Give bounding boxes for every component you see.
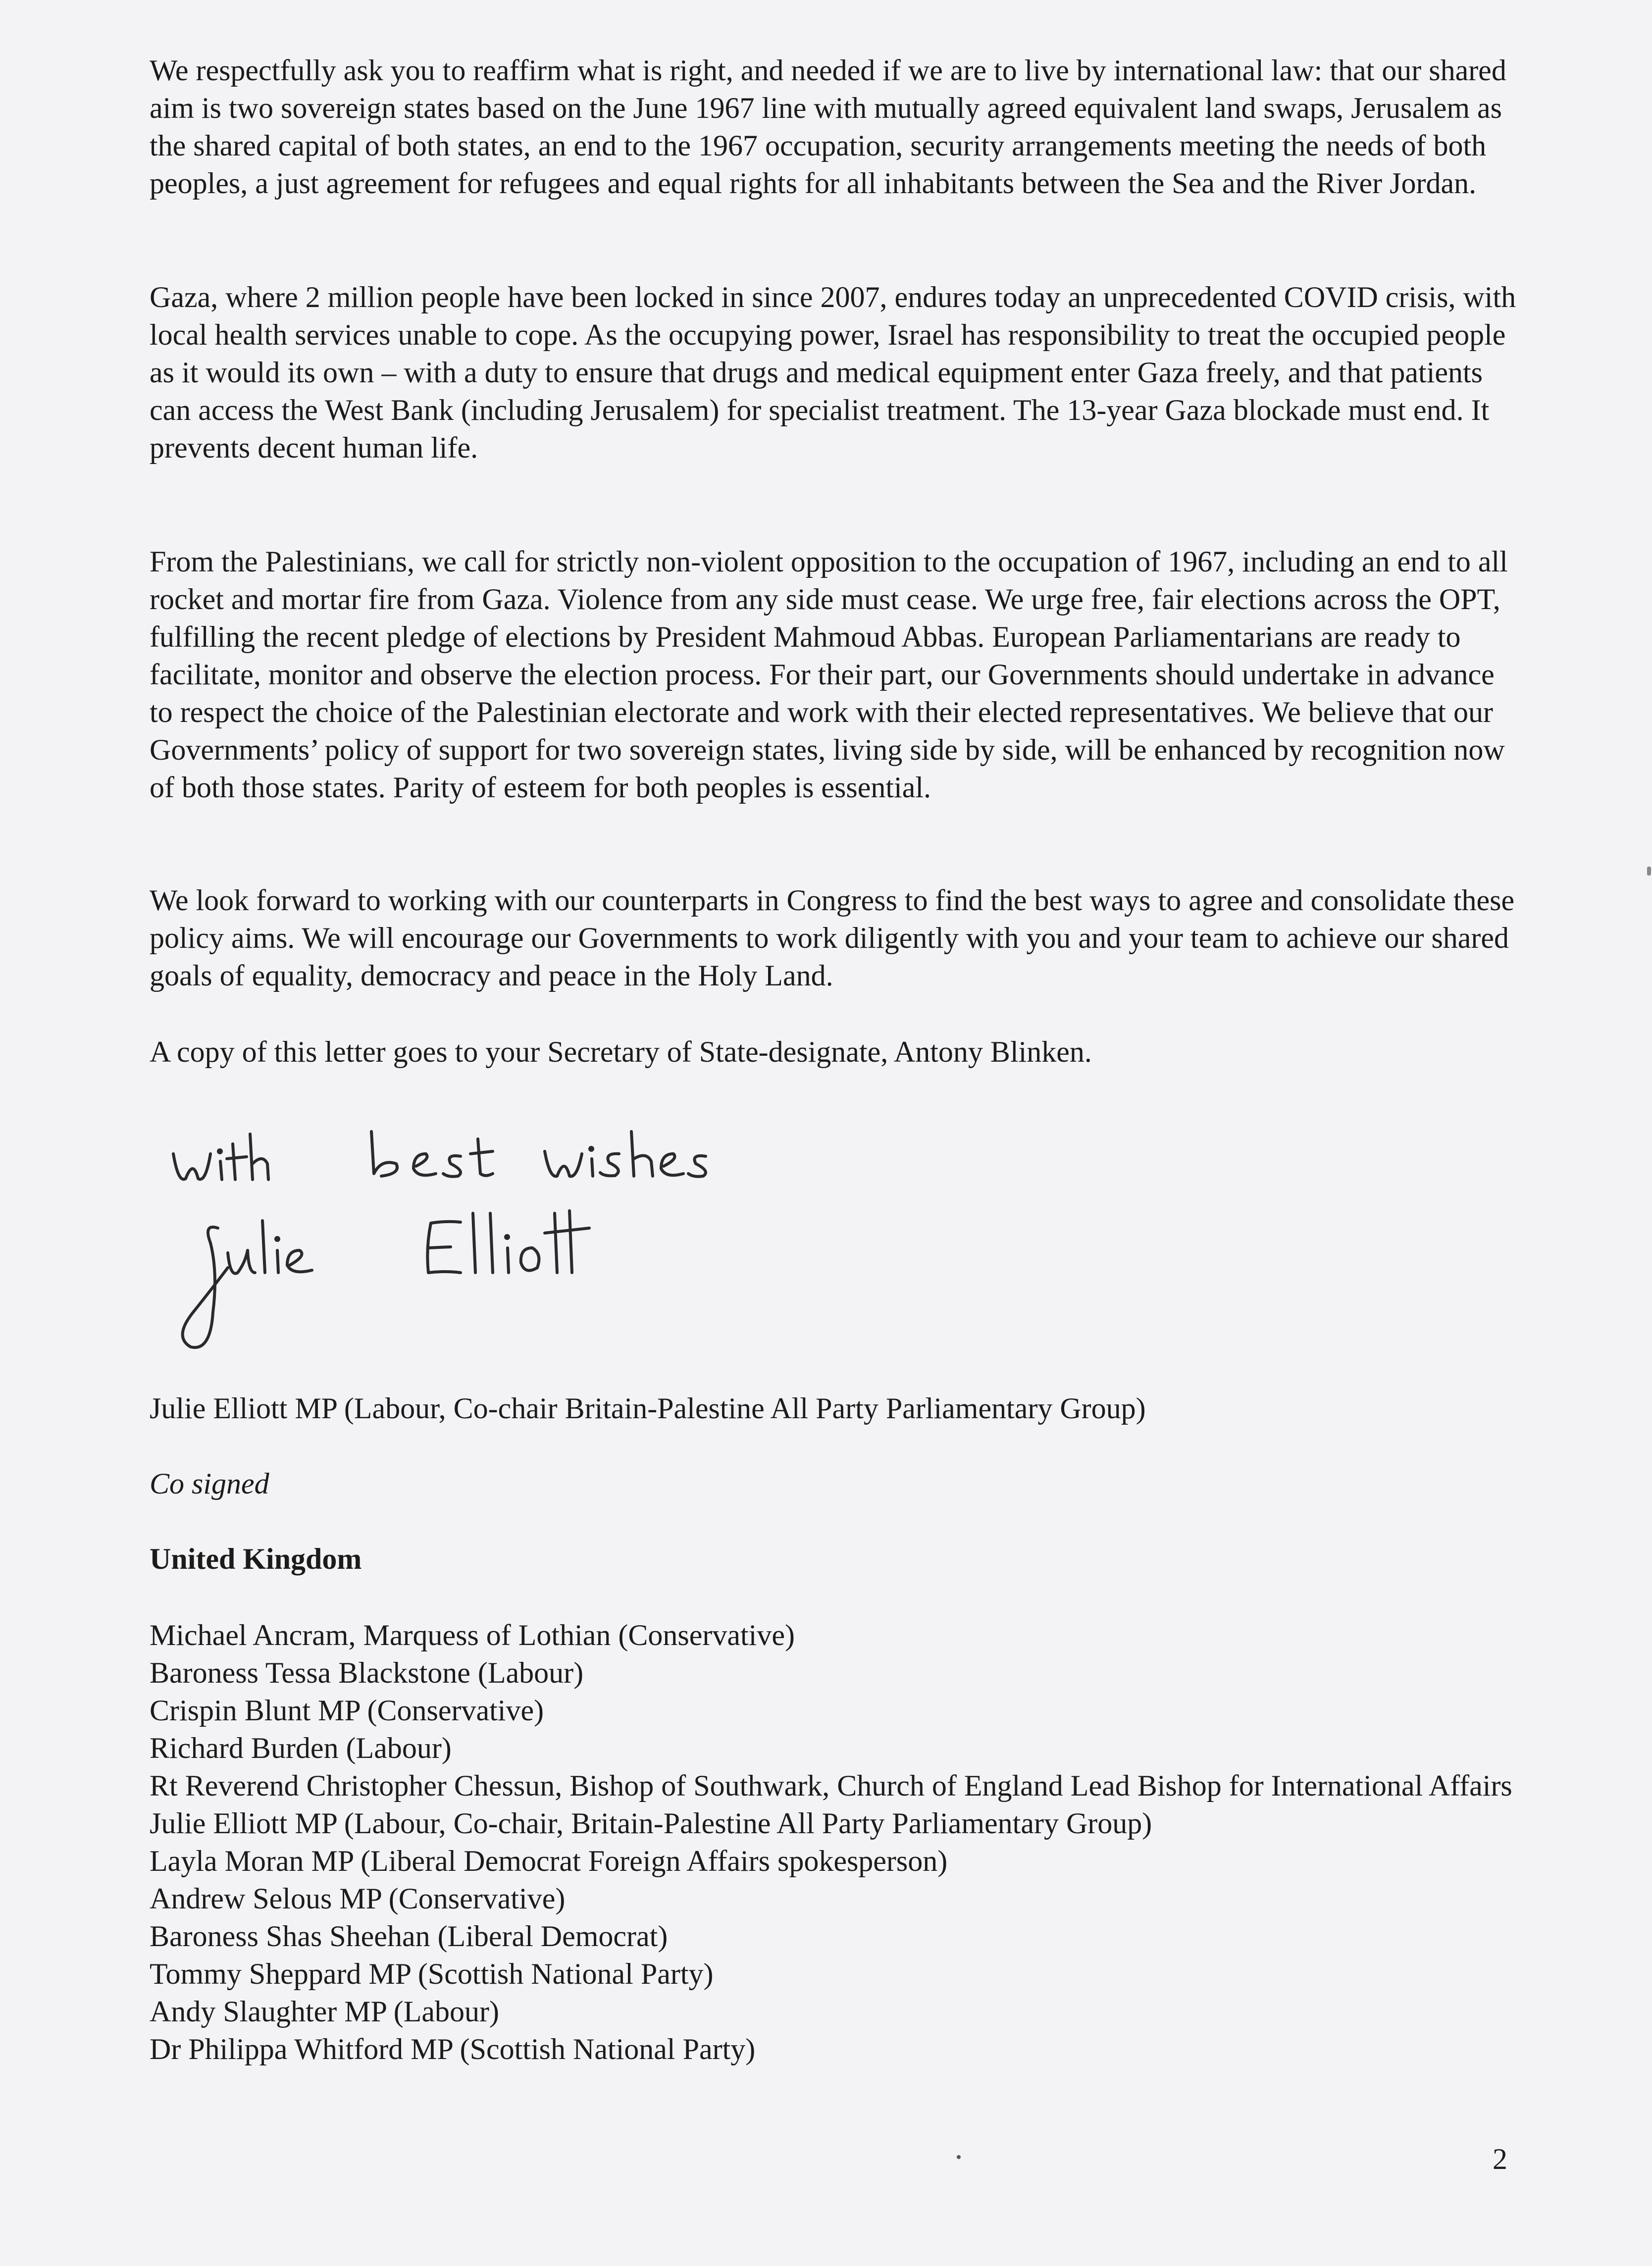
signatory-list xyxy=(150,1616,1516,2068)
handwritten-signature xyxy=(163,1124,807,1362)
list-item: Richard Burden (Labour) xyxy=(150,1732,452,1764)
list-item: Andy Slaughter MP (Labour) xyxy=(150,1995,499,2028)
list-item: Dr Philippa Whitford MP (Scottish National Party) xyxy=(150,2033,756,2065)
paragraph-two-states: We respectfully ask you to reaffirm what is right, and needed if we are to live by international law: that our shared aim is two sovereign states based on the June 1967 line with mutually agreed equivalent land swaps, Jerusalem as the shared capital of both states, an end to the 1967 occupation, security arrangements meeting the needs of both peoples, a just agreement for refugees and equal rights for all inhabitants between the Sea and the River Jordan. xyxy=(150,54,1506,200)
list-item: Layla Moran MP (Liberal Democrat Foreign Affairs spokesperson) xyxy=(150,1845,948,1877)
paragraph-gaza: Gaza, where 2 million people have been locked in since 2007, endures today an unprecedented COVID crisis, with local health services unable to cope. As the occupying power, Israel has responsibility to treat the occupied people as it would its own – with a duty to ensure that drugs and medical equipment enter Gaza freely, and that patients can access the West Bank (including Jerusalem) for specialist treatment. The 13-year Gaza blockade must end. It prevents decent human life. xyxy=(150,281,1516,464)
list-item: Julie Elliott MP (Labour, Co-chair, Britain-Palestine All Party Parliamentary Group) xyxy=(150,1807,1152,1840)
list-item: Michael Ancram, Marquess of Lothian (Conservative) xyxy=(150,1619,795,1651)
co-signed-label: Co signed xyxy=(150,1467,269,1500)
signatory-line: Julie Elliott MP (Labour, Co-chair Britain-Palestine All Party Parliamentary Group) xyxy=(150,1392,1146,1425)
paragraph-congress: We look forward to working with our counterparts in Congress to find the best ways to agree and consolidate these policy aims. We will encourage our Governments to work diligently with you and your team to achieve our shared goals of equality, democracy and peace in the Holy Land. xyxy=(150,884,1515,992)
page-number: 2 xyxy=(1493,2143,1507,2175)
list-item: Crispin Blunt MP (Conservative) xyxy=(150,1694,544,1727)
scan-edge-mark xyxy=(1647,867,1651,876)
list-item: Tommy Sheppard MP (Scottish National Party) xyxy=(150,1957,714,1990)
paragraph-copy-note: A copy of this letter goes to your Secretary of State-designate, Antony Blinken. xyxy=(150,1035,1092,1068)
paragraph-palestinians: From the Palestinians, we call for strictly non-violent opposition to the occupation of 1967, including an end to all rocket and mortar fire from Gaza. Violence from any side must cease. We urge free, fair elections across the OPT, fulfilling the recent pledge of elections by President Mahmoud Abbas. European Parliamentarians are ready to facilitate, monitor and observe the election process. For their part, our Governments should undertake in advance to respect the choice of the Palestinian electorate and work with their elected representatives. We believe that our Governments’ policy of support for two sovereign states, living side by side, will be enhanced by recognition now of both those states. Parity of esteem for both peoples is essential. xyxy=(150,545,1508,804)
list-item: Baroness Tessa Blackstone (Labour) xyxy=(150,1656,584,1689)
list-item: Baroness Shas Sheehan (Liberal Democrat) xyxy=(150,1920,668,1953)
list-item: Andrew Selous MP (Conservative) xyxy=(150,1882,566,1915)
scan-speck xyxy=(957,2155,961,2159)
list-item: Rt Reverend Christopher Chessun, Bishop of Southwark, Church of England Lead Bishop for International Affairs xyxy=(150,1769,1512,1802)
country-heading: United Kingdom xyxy=(150,1543,362,1575)
